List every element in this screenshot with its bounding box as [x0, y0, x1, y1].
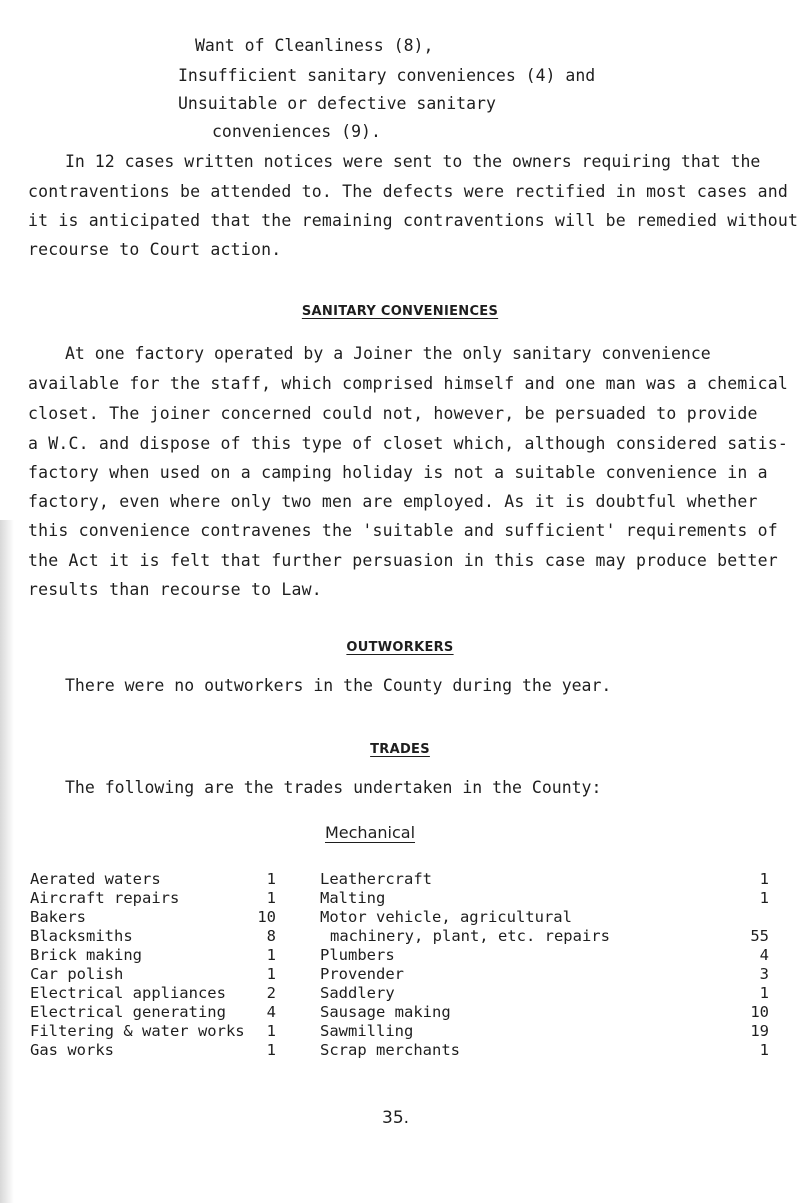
- sanitary-line-8: the Act it is felt that further persuasion in this case may produce better: [28, 551, 778, 570]
- trades-heading: TRADES: [370, 742, 430, 757]
- sanitary-line-9: results than recourse to Law.: [28, 580, 322, 599]
- sanitary-line-3: closet. The joiner concerned could not, however, be persuaded to provide: [28, 404, 758, 423]
- notices-line-1: In 12 cases written notices were sent to the owners requiring that the: [65, 152, 761, 171]
- sanitary-line-7: this convenience contravenes the 'suitable and sufficient' requirements of: [28, 521, 778, 540]
- sanitary-line-1: At one factory operated by a Joiner the only sanitary convenience: [65, 344, 711, 363]
- sanitary-line-5: factory when used on a camping holiday is not a suitable convenience in a: [28, 463, 768, 482]
- intro-line-2: Insufficient sanitary conveniences (4) and: [178, 66, 596, 85]
- notices-line-3: it is anticipated that the remaining contraventions will be remedied without: [28, 211, 799, 230]
- intro-line-1: Want of Cleanliness (8),: [195, 36, 434, 55]
- trades-intro: The following are the trades undertaken in the County:: [65, 778, 602, 797]
- notices-line-2: contraventions be attended to. The defects were rectified in most cases and: [28, 182, 789, 201]
- notices-line-4: recourse to Court action.: [28, 240, 282, 259]
- trades-subheading: Mechanical: [324, 823, 416, 842]
- sanitary-line-4: a W.C. and dispose of this type of closet which, although considered satis-: [28, 434, 789, 453]
- intro-line-3: Unsuitable or defective sanitary: [178, 94, 496, 113]
- sanitary-line-6: factory, even where only two men are employed. As it is doubtful whether: [28, 492, 758, 511]
- page-number: 35.: [382, 1108, 410, 1128]
- sanitary-heading: SANITARY CONVENIENCES: [301, 304, 499, 319]
- outworkers-heading: OUTWORKERS: [346, 640, 454, 655]
- sanitary-line-2: available for the staff, which comprised himself and one man was a chemical: [28, 374, 789, 393]
- intro-line-4: conveniences (9).: [212, 122, 381, 141]
- outworkers-text: There were no outworkers in the County during the year.: [65, 676, 612, 695]
- scan-shadow: [0, 520, 14, 1203]
